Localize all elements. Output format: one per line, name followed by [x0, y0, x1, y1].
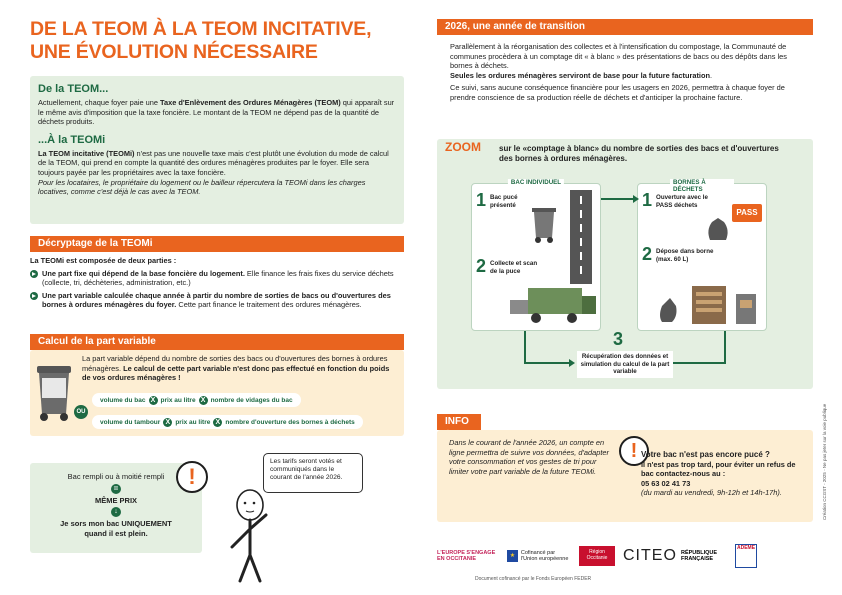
bullet-part-fixe: Une part fixe qui dépend de la base foncière du logement. Elle finance les frais fixes du service déchets (collecte, tri, déchèteries, administration, etc.) [30, 269, 404, 288]
zoom-text: sur le «comptage à blanc» du nombre de sorties des bacs et d'ouvertures des bornes à ordures ménagères. [499, 144, 779, 163]
tarifs-bubble: Les tarifs seront votés et communiqués dans le courant de l'année 2026. [263, 453, 363, 493]
logo-republique: RÉPUBLIQUE FRANÇAISE [681, 550, 718, 562]
decryptage-tag: Décryptage de la TEOMi [30, 236, 404, 252]
teom-heading: De la TEOM... [38, 83, 109, 95]
equals-icon: = [111, 484, 121, 494]
zoom-label: ZOOM [445, 140, 481, 154]
calcul-section [30, 350, 404, 436]
formula-borne: volume du tambour X prix au litre X nombre d'ouverture des bornes à déchets [92, 415, 363, 429]
side-credit: Création CCGST - 2025 - Ne pas jeter sur la voie publique [822, 403, 827, 520]
multiply-icon: X [163, 418, 172, 427]
teom-section [30, 76, 404, 224]
transition-section: Parallèlement à la réorganisation des collectes et à l'intensification du compostage, la Communauté de communes procèdera à un comptage dit « à blanc » des présentations de bacs ou des dépôts dans les bornes à déchets. Seules les ordures ménagères serviront de base pour la future facturation. Ce suivi, sans aucune conséquence financière pour les usagers en 2026, permettra à chaque foyer de prendre conscience de sa production réelle de déchets et d'anticiper la prochaine facture. [450, 42, 787, 102]
zoom-section: ZOOM sur le «comptage à blanc» du nombre de sorties des bacs et d'ouvertures des bornes à ordures ménagères. BAC INDIVIDUEL 1 Bac pucé présenté 2 Collecte et scan de la puce BORNES À DÉCHETS 1 Ouverture avec le PASS déchets PASS 2 Dépose dans borne (max. 60 L) 3 Récupération des données et simulation du calcul de la part variable [437, 139, 813, 389]
alert-icon: ! [619, 436, 649, 466]
decryptage-intro: La TEOMi est composée de deux parties : [30, 256, 177, 265]
bac-rempli-box: Bac rempli ou à moitié rempli = MÊME PRIX ↓ Je sors mon bac UNIQUEMENT quand il est plein. [30, 463, 202, 553]
calcul-tag: Calcul de la part variable [30, 334, 404, 350]
page-title: DE LA TEOM À LA TEOM INCITATIVE, UNE ÉVOLUTION NÉCESSAIRE [30, 18, 372, 63]
logo-ademe: ADEME [735, 544, 757, 568]
transition-tag: 2026, une année de transition [437, 19, 813, 35]
formula-bac: volume du bac X prix au litre X nombre de vidages du bac [92, 393, 301, 407]
arrow-bullet-icon [30, 270, 38, 278]
logo-europe-occitanie: L'EUROPE S'ENGAGE EN OCCITANIE [437, 550, 496, 562]
phone-number[interactable]: 05 63 02 41 73 [641, 478, 691, 488]
teom-paragraph: Actuellement, chaque foyer paie une Taxe d'Enlèvement des Ordures Ménagères (TEOM) qui apparaît sur le même avis d'imposition que la taxe foncière. Le montant de la TEOM ne dépend pas de la quantité de déchets produits. [38, 98, 395, 127]
puce-info: Votre bac n'est pas encore pucé ? Il n'est pas trop tard, pour éviter un refus de bac contactez-nous au : 05 63 02 41 73 (du mardi au vendredi, 9h-12h et 14h-17h). [641, 450, 805, 498]
logo-occitanie: Région Occitanie [579, 546, 615, 566]
info-tag: INFO [437, 414, 481, 430]
logos-bar [437, 540, 813, 572]
arrow-bullet-icon [30, 292, 38, 300]
ou-badge: OU [74, 405, 88, 419]
calcul-text: La part variable dépend du nombre de sorties des bacs ou d'ouvertures des bornes à ordures ménagères. Le calcul de cette part variable n'est donc pas effectué en fonction du poids de vos ordures ménagères ! [82, 354, 390, 383]
decryptage-section [30, 256, 404, 310]
panel-bornes: BORNES À DÉCHETS 1 Ouverture avec le PASS déchets PASS 2 Dépose dans borne (max. 60 L) [637, 183, 767, 331]
pass-card-icon: PASS [732, 204, 762, 222]
bullet-part-variable: Une part variable calculée chaque année à partir du nombre de sorties de bacs ou d'ouvertures des bornes à ordures ménagères du foyer. Cette part finance le traitement des ordures ménagères. [30, 291, 404, 310]
character-illustration [214, 485, 284, 585]
multiply-icon: X [149, 396, 158, 405]
teomi-locataires: Pour les locataires, le propriétaire du logement ou le bailleur répercutera la TEOMi dans les charges locatives, comme c'est déjà le cas avec la TEOM. [38, 177, 366, 197]
logo-citeo: CITEO [623, 547, 677, 564]
arrow-down-icon: ↓ [111, 507, 121, 517]
info-section: Dans le courant de l'année 2026, un compte en ligne permettra de suivre vos données, d'adapter votre consommation et vos gestes de tri pour limiter votre part variable de la future TEOMi. ! Votre bac n'est pas encore pucé ? Il n'est pas trop tard, pour éviter un refus de bac contactez-nous au : 05 63 02 41 73 (du mardi au vendredi, 9h-12h et 14h-17h). [437, 430, 813, 522]
teomi-paragraph: La TEOM incitative (TEOMi) n'est pas une nouvelle taxe mais c'est plutôt une évolution du mode de calcul de la TEOM, qui prend en compte la quantité des ordures ménagères produites par le foyer. Elle sera toujours payée par les propriétaires avec la taxe foncière. [38, 148, 389, 177]
wheelie-bin-icon [34, 364, 74, 422]
teomi-heading: ...À la TEOMi [38, 133, 106, 146]
exclamation-icon: ! [176, 461, 208, 493]
multiply-icon: X [213, 418, 222, 427]
logo-eu: ★ Cofinancé par l'Union européenne [507, 550, 571, 562]
cofinance-credit: Document cofinancé par le Fonds Européen FEDER [475, 576, 592, 582]
step3-text: Récupération des données et simulation du calcul de la part variable [577, 351, 673, 378]
panel-bac-individuel: BAC INDIVIDUEL 1 Bac pucé présenté 2 Collecte et scan de la puce [471, 183, 601, 331]
multiply-icon: X [199, 396, 208, 405]
